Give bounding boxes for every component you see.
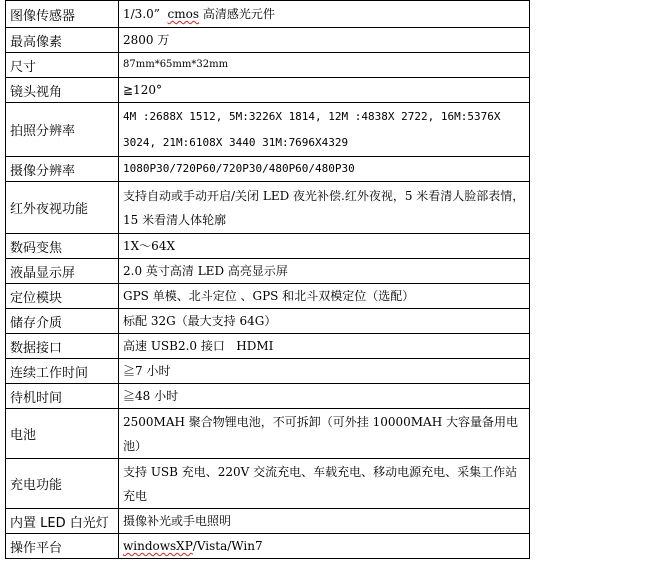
row-label: 红外夜视功能 [6,182,119,234]
table-row [6,78,530,103]
row-value: 4M :2688X 1512, 5M:3226X 1814, 12M :4838X 2722, 16M:5376X 3024, 21M:6108X 3440 31M:7696X4329 [119,103,530,157]
table-row [6,157,530,182]
row-value: 摄像补光或手电照明 [119,509,530,534]
row-value: 87mm*65mm*32mm [119,53,530,78]
row-label: 摄像分辨率 [6,157,119,182]
row-value: ≧7 小时 [119,359,530,384]
row-value: 支持自动或手动开启/关闭 LED 夜光补偿.红外夜视，5 米看清人脸部表情，15 米看清人体轮廓 [119,182,530,234]
table-row [6,359,530,384]
spellcheck-word: windowsXP [123,539,193,553]
table-row [6,28,530,53]
row-label: 液晶显示屏 [6,259,119,284]
table-row [6,334,530,359]
row-label: 图像传感器 [6,1,119,28]
table-row [6,284,530,309]
row-label: 待机时间 [6,384,119,409]
row-value: GPS 单模、北斗定位 、GPS 和北斗双模定位（选配） [119,284,530,309]
table-row [6,53,530,78]
row-value: 标配 32G（最大支持 64G） [119,309,530,334]
row-value [119,1,530,28]
row-label: 尺寸 [6,53,119,78]
row-value [119,534,530,559]
row-label: 镜头视角 [6,78,119,103]
row-value: 1080P30/720P60/720P30/480P60/480P30 [119,157,530,182]
table-row [6,459,530,509]
value-text: /Vista/Win7 [192,539,263,553]
row-label: 操作平台 [6,534,119,559]
row-label: 数据接口 [6,334,119,359]
row-label: 连续工作时间 [6,359,119,384]
row-label: 电池 [6,409,119,459]
value-text: 高清感光元件 [199,7,275,21]
table-row [6,182,530,234]
table-row [6,409,530,459]
row-label: 最高像素 [6,28,119,53]
row-value: 高速 USB2.0 接口 HDMI [119,334,530,359]
row-label: 数码变焦 [6,234,119,259]
row-value: 支持 USB 充电、220V 交流充电、车载充电、移动电源充电、采集工作站充电 [119,459,530,509]
table-row [6,1,530,28]
table-row [6,103,530,157]
row-value: 2500MAH 聚合物锂电池，不可拆卸（可外挂 10000MAH 大容量备用电池） [119,409,530,459]
table-row [6,309,530,334]
spec-table [5,0,530,559]
value-text: 1/3.0” [123,7,168,21]
row-value: 1X～64X [119,234,530,259]
row-label: 内置 LED 白光灯 [6,509,119,534]
table-row [6,384,530,409]
row-label: 储存介质 [6,309,119,334]
table-row [6,259,530,284]
row-value: 2800 万 [119,28,530,53]
spellcheck-word: cmos [167,7,200,21]
row-label: 定位模块 [6,284,119,309]
row-value: 2.0 英寸高清 LED 高亮显示屏 [119,259,530,284]
row-label: 拍照分辨率 [6,103,119,157]
row-value: ≧120° [119,78,530,103]
row-label: 充电功能 [6,459,119,509]
table-row [6,234,530,259]
row-value: ≧48 小时 [119,384,530,409]
table-row [6,534,530,559]
table-row [6,509,530,534]
